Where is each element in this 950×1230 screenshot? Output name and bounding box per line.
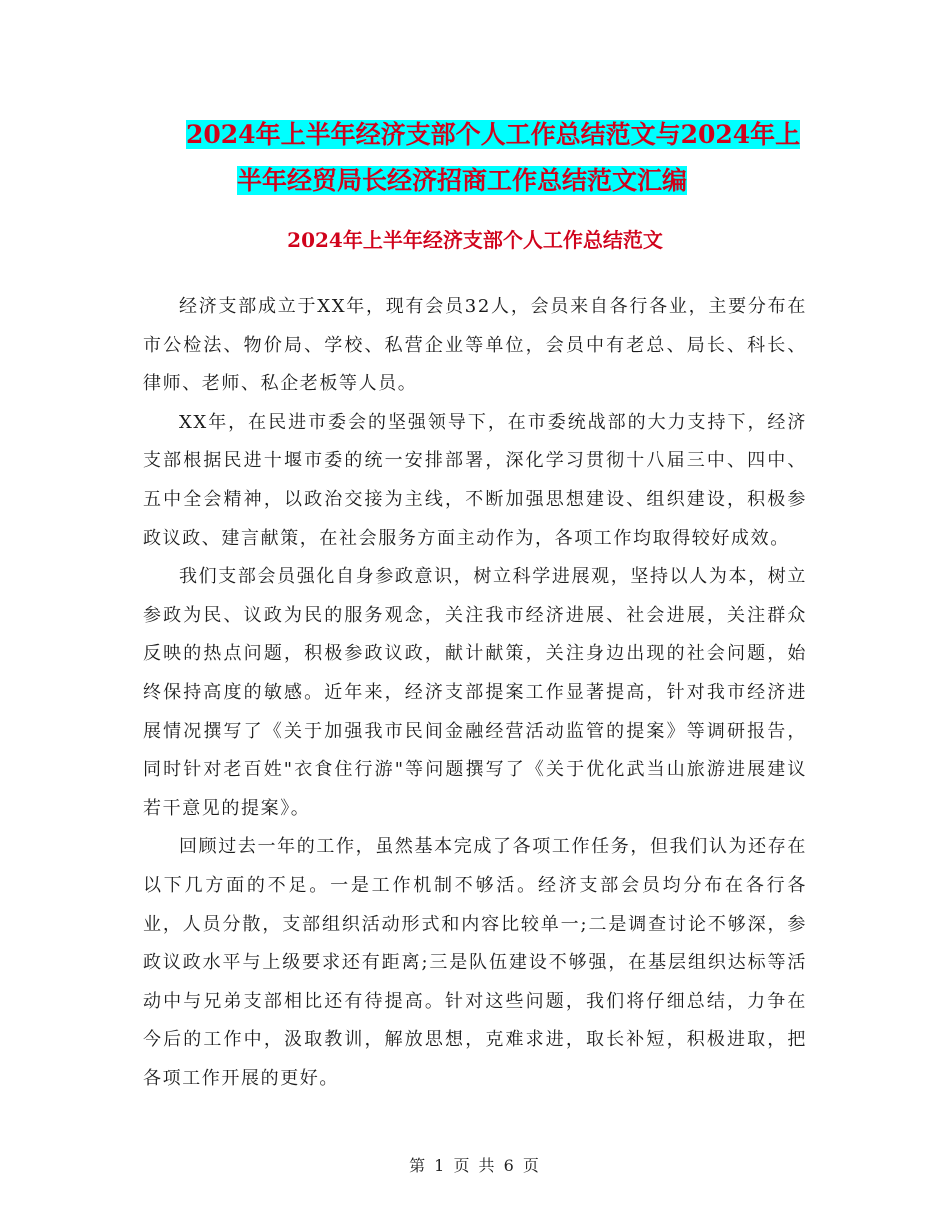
- document-body: [143, 288, 807, 1098]
- document-title-line2: 半年经贸局长经济招商工作总结范文汇编: [237, 166, 688, 195]
- page-indicator: 第 1 页 共 6 页: [409, 1156, 541, 1175]
- section-title: 2024年上半年经济支部个人工作总结范文: [287, 228, 663, 252]
- paragraph: XX年，在民进市委会的坚强领导下，在市委统战部的大力支持下，经济支部根据民进十堰市委的统一安排部署，深化学习贯彻十八届三中、四中、五中全会精神，以政治交接为主线，不断加强思想建设、组织建设，积极参政议政、建言献策，在社会服务方面主动作为，各项工作均取得较好成效。: [143, 411, 807, 549]
- document-title: [140, 112, 840, 204]
- document-title-line1: 2024年上半年经济支部个人工作总结范文与2024年上: [186, 120, 801, 149]
- paragraph: 我们支部会员强化自身参政意识，树立科学进展观，坚持以人为本，树立参政为民、议政为民的服务观念，关注我市经济进展、社会进展，关注群众反映的热点问题，积极参政议政，献计献策，关注身边出现的社会问题，始终保持高度的敏感。近年来，经济支部提案工作显著提高，针对我市经济进展情况撰写了《关于加强我市民间金融经营活动监管的提案》等调研报告，同时针对老百姓"衣食住行游"等问题撰写了《关于优化武当山旅游进展建议若干意见的提案》。: [143, 566, 807, 819]
- paragraph: 经济支部成立于XX年，现有会员32人，会员来自各行各业，主要分布在市公检法、物价局、学校、私营企业等单位，会员中有老总、局长、科长、律师、老师、私企老板等人员。: [143, 296, 807, 395]
- paragraph: 回顾过去一年的工作，虽然基本完成了各项工作任务，但我们认为还存在以下几方面的不足。一是工作机制不够活。经济支部会员均分布在各行各业，人员分散，支部组织活动形式和内容比较单一;二是调查讨论不够深，参政议政水平与上级要求还有距离;三是队伍建设不够强，在基层组织达标等活动中与兄弟支部相比还有待提高。针对这些问题，我们将仔细总结，力争在今后的工作中，汲取教训，解放思想，克难求进，取长补短，积极进取，把各项工作开展的更好。: [143, 836, 807, 1089]
